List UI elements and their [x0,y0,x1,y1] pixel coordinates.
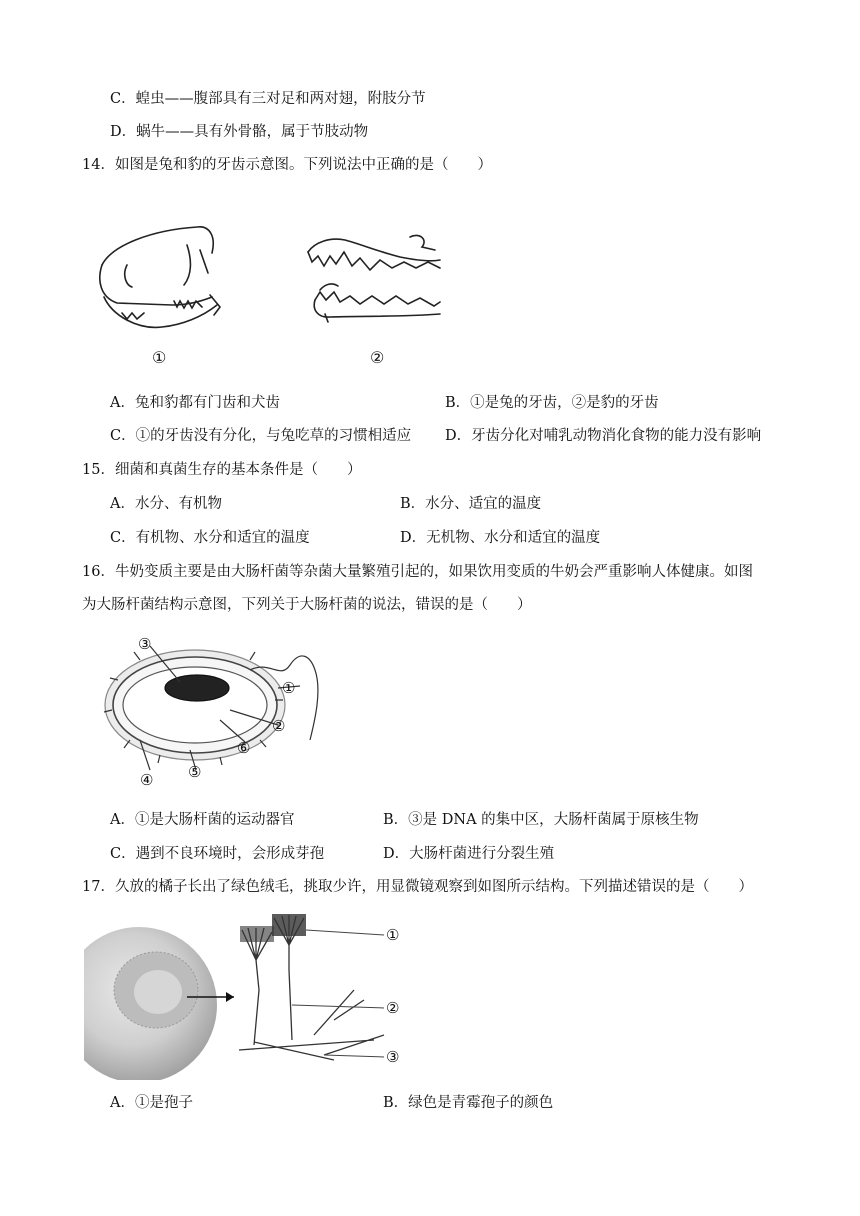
rabbit-figure-label: ① [152,348,167,367]
ecoli-label-1: ① [282,679,296,697]
ecoli-label-2: ② [272,717,286,735]
q14-option-c: C．①的牙齿没有分化，与兔吃草的习惯相适应 [110,428,412,444]
q16-option-b: B．③是 DNA 的集中区，大肠杆菌属于原核生物 [383,812,699,828]
q15-option-a: A．水分、有机物 [110,496,222,512]
q17-option-a: A．①是孢子 [110,1095,193,1111]
q14-option-d: D．牙齿分化对哺乳动物消化食物的能力没有影响 [445,428,762,444]
q15-stem: 15．细菌和真菌生存的基本条件是（ ） [82,462,362,478]
q17-stem: 17．久放的橘子长出了绿色绒毛，挑取少许，用显微镜观察到如图所示结构。下列描述错误的是（ ） [82,879,753,895]
ecoli-label-5: ⑤ [188,763,202,781]
penicillium-label-1: ① [386,926,400,944]
q16-option-d: D．大肠杆菌进行分裂生殖 [383,846,555,862]
q15-option-c: C．有机物、水分和适宜的温度 [110,530,310,546]
penicillium-label-2: ② [386,999,400,1017]
ecoli-label-3: ③ [138,635,152,653]
penicillium-label-3: ③ [386,1048,400,1066]
q14-option-a: A．兔和豹都有门齿和犬齿 [110,395,280,411]
ecoli-label-4: ④ [140,771,154,789]
q16-stem-line1: 16．牛奶变质主要是由大肠杆菌等杂菌大量繁殖引起的，如果饮用变质的牛奶会严重影响人体健康。如图 [82,564,753,580]
q15-option-b: B．水分、适宜的温度 [400,496,542,512]
q15-option-d: D．无机物、水分和适宜的温度 [400,530,601,546]
q16-option-a: A．①是大肠杆菌的运动器官 [110,812,295,828]
ecoli-label-6: ⑥ [237,739,251,757]
q13-option-d: D．蜗牛——具有外骨骼，属于节肢动物 [110,124,369,140]
q14-option-b: B．①是兔的牙齿，②是豹的牙齿 [445,395,659,411]
penicillium-figure [84,910,414,1080]
leopard-teeth-figure [300,222,450,372]
ecoli-structure-figure [100,630,330,800]
rabbit-teeth-figure [92,205,242,375]
leopard-figure-label: ② [370,348,385,367]
q13-option-c: C．蝗虫——腹部具有三对足和两对翅，附肢分节 [110,91,426,107]
q14-stem: 14．如图是兔和豹的牙齿示意图。下列说法中正确的是（ ） [82,157,492,173]
q16-stem-line2: 为大肠杆菌结构示意图，下列关于大肠杆菌的说法，错误的是（ ） [82,597,532,613]
q17-option-b: B．绿色是青霉孢子的颜色 [383,1095,554,1111]
q16-option-c: C．遇到不良环境时，会形成芽孢 [110,846,325,862]
